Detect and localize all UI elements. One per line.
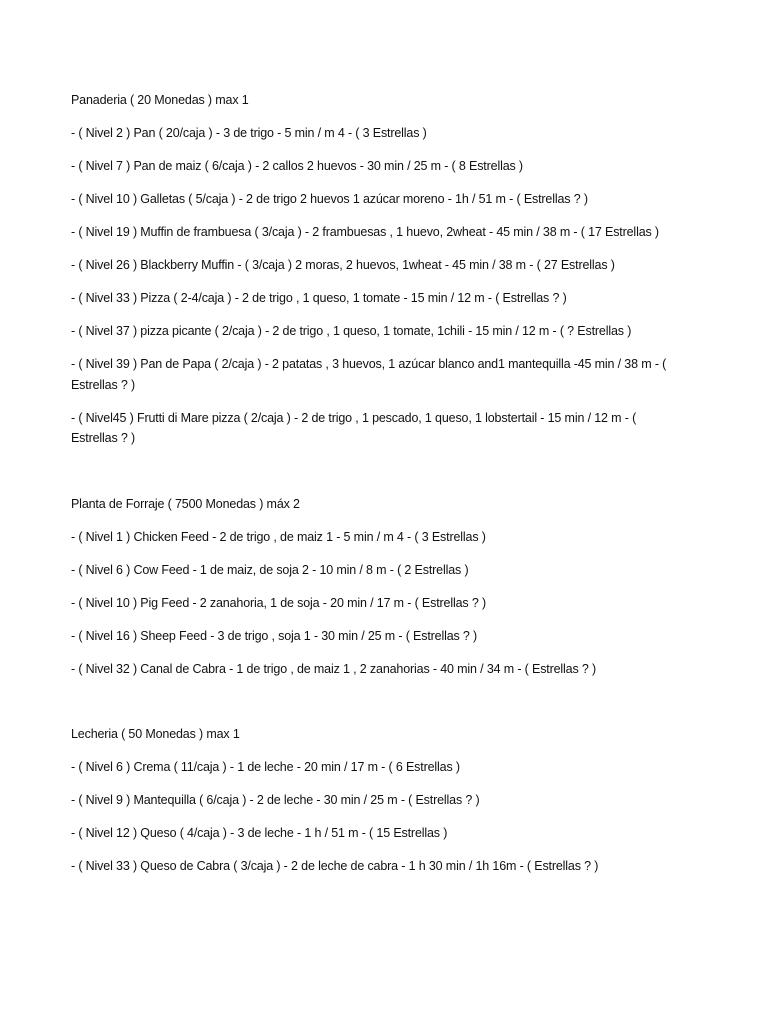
section-title: Lecheria ( 50 Monedas ) max 1 [71, 727, 240, 741]
list-item: - ( Nivel 19 ) Muffin de frambuesa ( 3/caja ) - 2 frambuesas , 1 huevo, 2wheat - 45 min / 38 m - ( 17 Estrellas ) [71, 225, 659, 239]
list-item: - ( Nivel 6 ) Cow Feed - 1 de maiz, de soja 2 - 10 min / 8 m - ( 2 Estrellas ) [71, 562, 469, 577]
list-item: - ( Nivel 33 ) Queso de Cabra ( 3/caja ) - 2 de leche de cabra - 1 h 30 min / 1h 16m - ( Estrellas ? ) [71, 859, 599, 873]
list-item: - ( Nivel 9 ) Mantequilla ( 6/caja ) - 2 de leche - 30 min / 25 m - ( Estrellas ? ) [71, 793, 480, 807]
list-item: - ( Nivel 39 ) Pan de Papa ( 2/caja ) - 2 patatas , 3 huevos, 1 azúcar blanco and1 mantequilla -45 min / 38 m - ( Estrellas ? ) [71, 357, 667, 392]
list-item: - ( Nivel 10 ) Pig Feed - 2 zanahoria, 1 de soja - 20 min / 17 m - ( Estrellas ? ) [71, 595, 486, 610]
list-item: - ( Nivel 12 ) Queso ( 4/caja ) - 3 de leche - 1 h / 51 m - ( 15 Estrellas ) [71, 826, 448, 840]
list-item: - ( Nivel 33 ) Pizza ( 2-4/caja ) - 2 de trigo , 1 queso, 1 tomate - 15 min / 12 m - ( Estrellas ? ) [71, 291, 567, 305]
list-item: - ( Nivel 32 ) Canal de Cabra - 1 de trigo , de maiz 1 , 2 zanahorias - 40 min / 34 m - ( Estrellas ? ) [71, 661, 597, 676]
list-item: - ( Nivel 37 ) pizza picante ( 2/caja ) - 2 de trigo , 1 queso, 1 tomate, 1chili - 15 min / 12 m - ( ? Estrellas ) [71, 324, 632, 338]
list-item: - ( Nivel45 ) Frutti di Mare pizza ( 2/caja ) - 2 de trigo , 1 pescado, 1 queso, 1 lobstertail - 15 min / 12 m - ( Estrellas ? ) [71, 410, 637, 445]
section-title: Panaderia ( 20 Monedas ) max 1 [71, 93, 249, 107]
list-item: - ( Nivel 1 ) Chicken Feed - 2 de trigo , de maiz 1 - 5 min / m 4 - ( 3 Estrellas ) [71, 529, 486, 544]
list-item: - ( Nivel 7 ) Pan de maiz ( 6/caja ) - 2 callos 2 huevos - 30 min / 25 m - ( 8 Estrellas ) [71, 159, 523, 173]
section-title: Planta de Forraje ( 7500 Monedas ) máx 2 [71, 496, 300, 511]
list-item: - ( Nivel 2 ) Pan ( 20/caja ) - 3 de trigo - 5 min / m 4 - ( 3 Estrellas ) [71, 126, 427, 140]
list-item: - ( Nivel 16 ) Sheep Feed - 3 de trigo , soja 1 - 30 min / 25 m - ( Estrellas ? ) [71, 628, 478, 643]
list-item: - ( Nivel 26 ) Blackberry Muffin - ( 3/caja ) 2 moras, 2 huevos, 1wheat - 45 min / 38 m - ( 27 Estrellas ) [71, 258, 615, 272]
list-item: - ( Nivel 10 ) Galletas ( 5/caja ) - 2 de trigo 2 huevos 1 azúcar moreno - 1h / 51 m - ( Estrellas ? ) [71, 192, 588, 206]
document-page [71, 90, 671, 922]
section-planta-de-forraje [71, 494, 671, 680]
list-item: - ( Nivel 6 ) Crema ( 11/caja ) - 1 de leche - 20 min / 17 m - ( 6 Estrellas ) [71, 760, 460, 774]
section-lecheria [71, 724, 671, 877]
section-panaderia [71, 90, 671, 449]
